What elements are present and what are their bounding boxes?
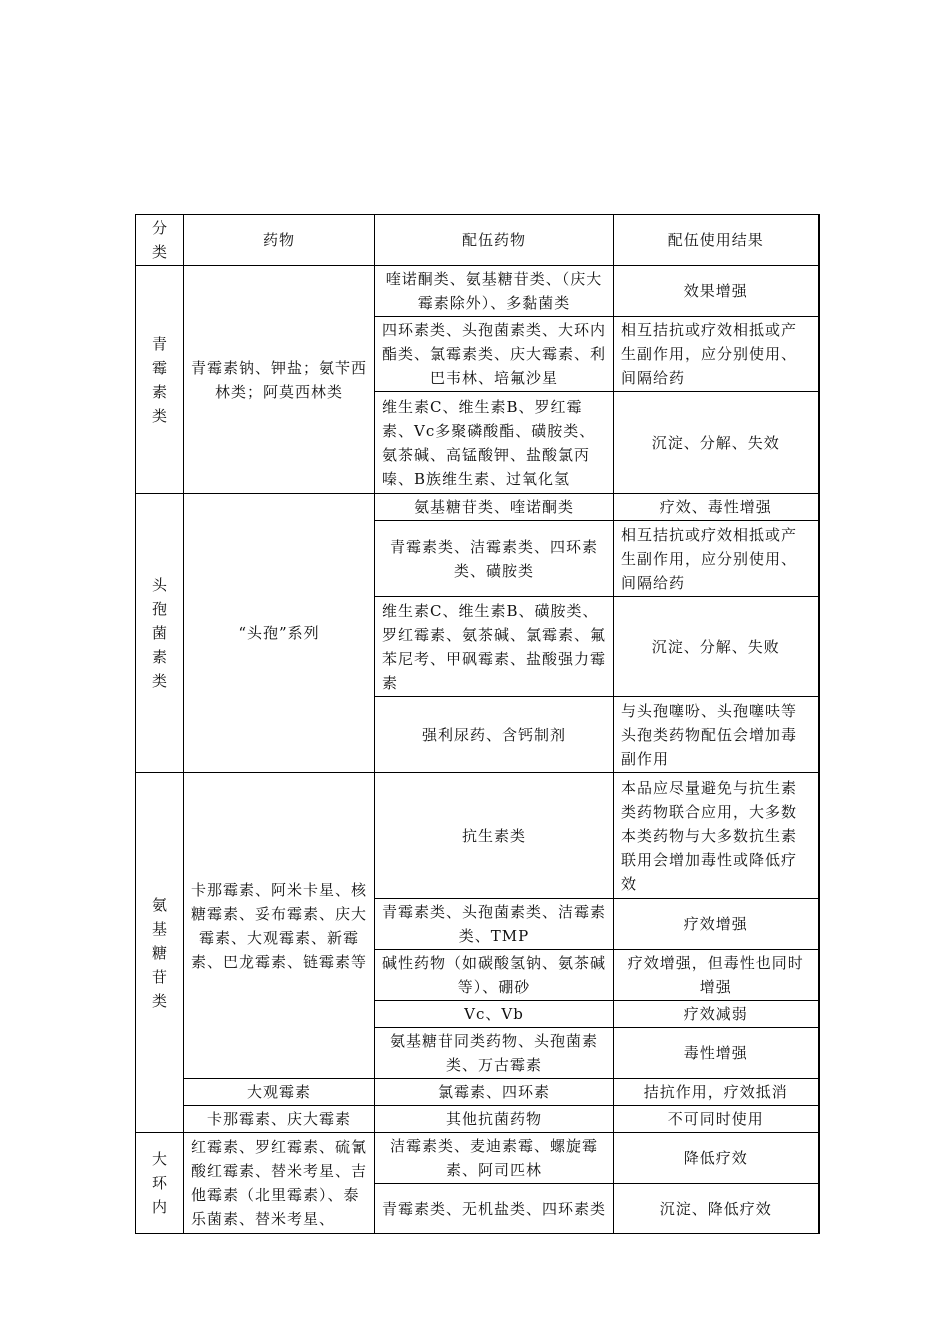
combo-cell: 喹诺酮类、氨基糖苷类、（庆大霉素除外）、多黏菌类 <box>375 266 614 317</box>
header-row <box>136 215 819 266</box>
result-cell: 相互拮抗或疗效相抵或产生副作用，应分别使用、间隔给药 <box>614 521 819 597</box>
combo-cell: 其他抗菌药物 <box>375 1106 614 1133</box>
combo-cell: 维生素C、维生素B、罗红霉素、Vc多聚磷酸酯、磺胺类、氨茶碱、高锰酸钾、盐酸氯丙嗪、B族维生素、过氧化氢 <box>375 392 614 494</box>
header-result: 配伍使用结果 <box>614 215 819 266</box>
table-row <box>136 494 819 521</box>
drug-cell: “头孢”系列 <box>184 494 375 773</box>
drug-cell: 青霉素钠、钾盐；氨苄西林类；阿莫西林类 <box>184 266 375 494</box>
combo-cell: 氯霉素、四环素 <box>375 1079 614 1106</box>
result-cell: 沉淀、分解、失效 <box>614 392 819 494</box>
category-cell: 氨基糖苷类 <box>136 773 184 1133</box>
combo-cell: 青霉素类、无机盐类、四环素类 <box>375 1184 614 1234</box>
combo-cell: 四环素类、头孢菌素类、大环内酯类、氯霉素类、庆大霉素、利巴韦林、培氟沙星 <box>375 317 614 392</box>
drug-compatibility-table <box>135 214 820 1234</box>
category-cell: 头孢菌素类 <box>136 494 184 773</box>
drug-cell: 红霉素、罗红霉素、硫氰酸红霉素、替米考星、吉他霉素（北里霉素）、泰乐菌素、替米考星、 <box>184 1133 375 1234</box>
result-cell: 疗效增强，但毒性也同时增强 <box>614 950 819 1001</box>
combo-cell: 维生素C、维生素B、磺胺类、罗红霉素、氨茶碱、氯霉素、氟苯尼考、甲砜霉素、盐酸强力霉素 <box>375 597 614 697</box>
result-cell: 毒性增强 <box>614 1028 819 1079</box>
result-cell: 效果增强 <box>614 266 819 317</box>
header-category: 分类 <box>136 215 184 266</box>
result-cell: 疗效、毒性增强 <box>614 494 819 521</box>
combo-cell: 青霉素类、洁霉素类、四环素类、磺胺类 <box>375 521 614 597</box>
result-cell: 降低疗效 <box>614 1133 819 1184</box>
drug-cell: 卡那霉素、阿米卡星、核糖霉素、妥布霉素、庆大霉素、大观霉素、新霉素、巴龙霉素、链霉素等 <box>184 773 375 1079</box>
header-combo: 配伍药物 <box>375 215 614 266</box>
combo-cell: Vc、Vb <box>375 1001 614 1028</box>
result-cell: 拮抗作用，疗效抵消 <box>614 1079 819 1106</box>
result-cell: 沉淀、降低疗效 <box>614 1184 819 1234</box>
drug-cell: 大观霉素 <box>184 1079 375 1106</box>
combo-cell: 氨基糖苷类、喹诺酮类 <box>375 494 614 521</box>
combo-cell: 强利尿药、含钙制剂 <box>375 697 614 773</box>
combo-cell: 洁霉素类、麦迪素霉、螺旋霉素、阿司匹林 <box>375 1133 614 1184</box>
result-cell: 疗效增强 <box>614 899 819 950</box>
header-drug: 药物 <box>184 215 375 266</box>
combo-cell: 抗生素类 <box>375 773 614 899</box>
result-cell: 疗效减弱 <box>614 1001 819 1028</box>
drug-cell: 卡那霉素、庆大霉素 <box>184 1106 375 1133</box>
table-row <box>136 266 819 317</box>
combo-cell: 青霉素类、头孢菌素类、洁霉素类、TMP <box>375 899 614 950</box>
result-cell: 不可同时使用 <box>614 1106 819 1133</box>
result-cell: 本品应尽量避免与抗生素类药物联合应用，大多数本类药物与大多数抗生素联用会增加毒性或降低疗效 <box>614 773 819 899</box>
table-row <box>136 1079 819 1106</box>
table-row <box>136 1106 819 1133</box>
table-row <box>136 1133 819 1184</box>
result-cell: 与头孢噻吩、头孢噻呋等头孢类药物配伍会增加毒副作用 <box>614 697 819 773</box>
result-cell: 相互拮抗或疗效相抵或产生副作用，应分别使用、间隔给药 <box>614 317 819 392</box>
category-cell: 大环内 <box>136 1133 184 1234</box>
category-cell: 青霉素类 <box>136 266 184 494</box>
combo-cell: 碱性药物（如碳酸氢钠、氨茶碱等）、硼砂 <box>375 950 614 1001</box>
combo-cell: 氨基糖苷同类药物、头孢菌素类、万古霉素 <box>375 1028 614 1079</box>
table-row <box>136 773 819 899</box>
result-cell: 沉淀、分解、失败 <box>614 597 819 697</box>
